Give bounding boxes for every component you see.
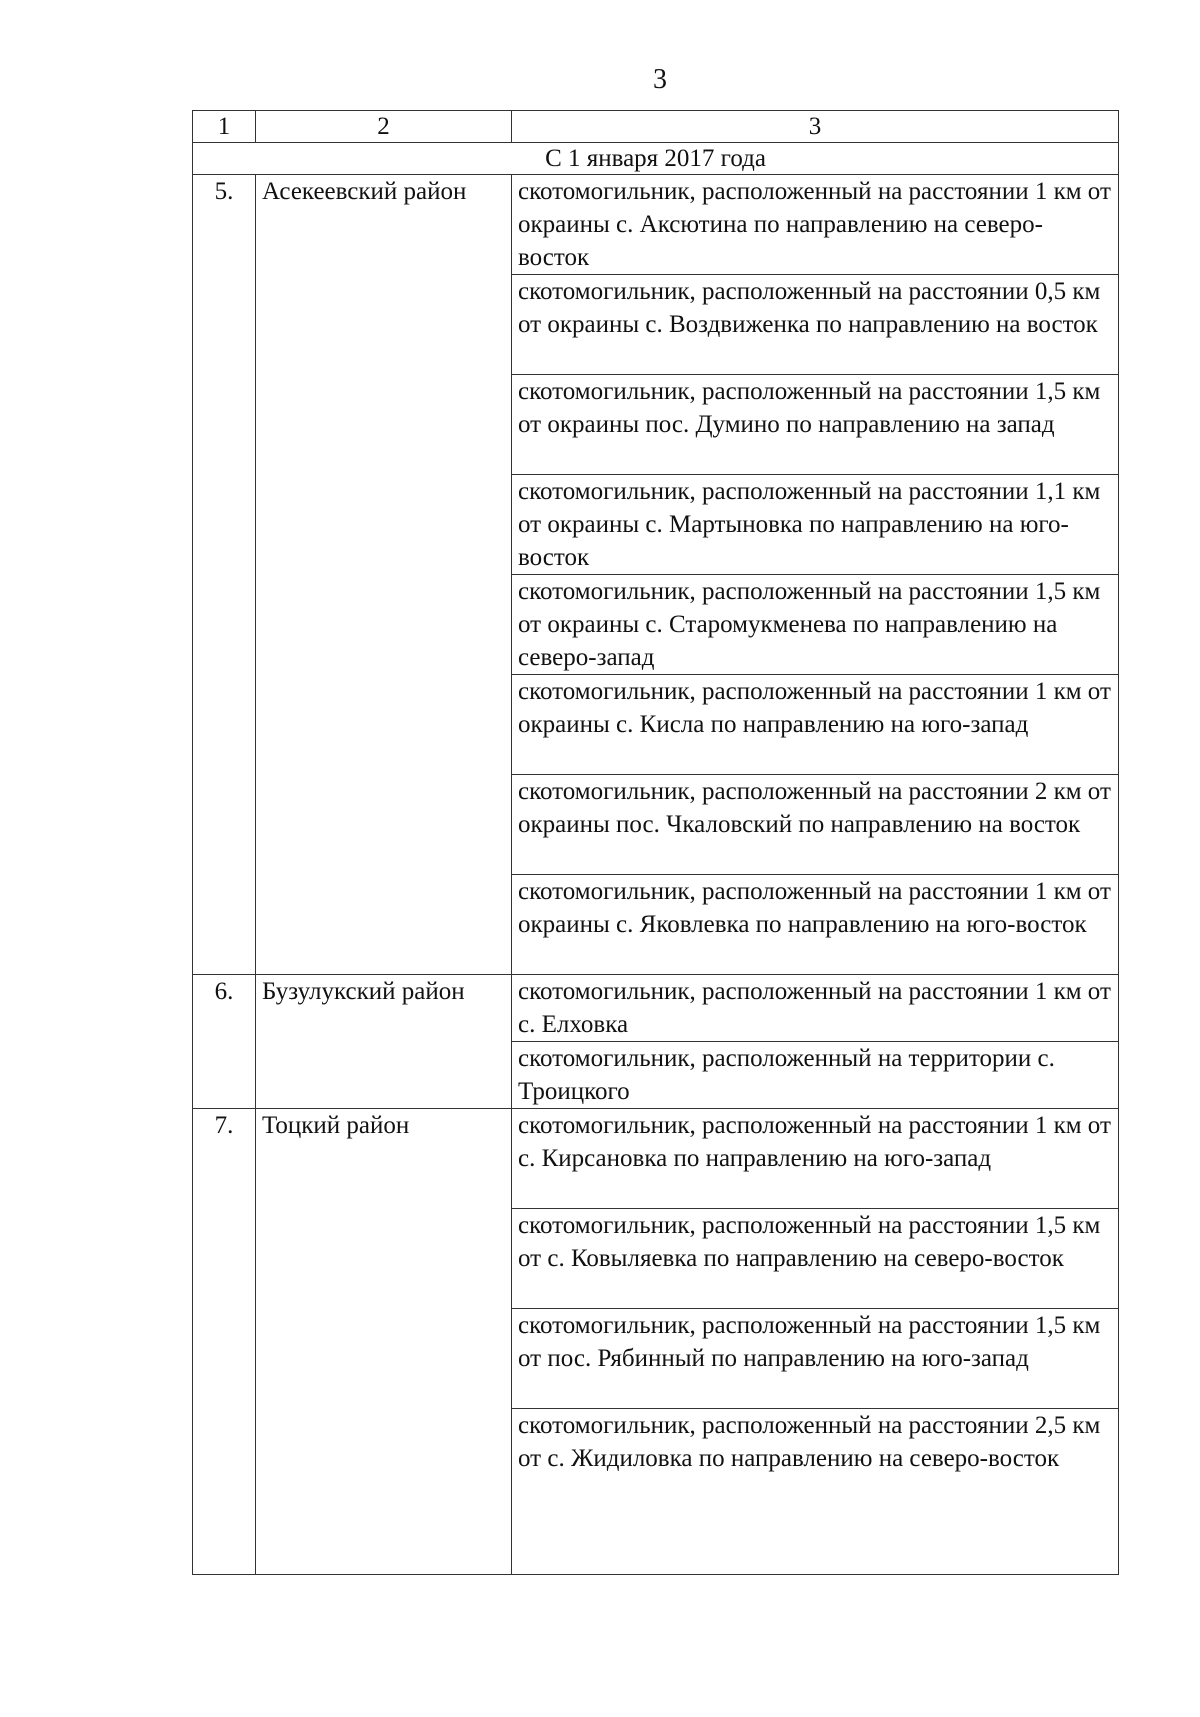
period-row	[193, 143, 1119, 175]
site-description: скотомогильник, расположенный на расстоянии 1,1 км от окраины с. Мартыновка по направлению на юго-восток	[512, 475, 1119, 575]
site-description: скотомогильник, расположенный на расстоянии 1 км от с. Елховка	[512, 975, 1119, 1042]
burial-sites-table	[192, 110, 1119, 1575]
site-description: скотомогильник, расположенный на расстоянии 1 км от окраины с. Аксютина по направлению на северо-восток	[512, 175, 1119, 275]
page-number: 3	[653, 64, 667, 95]
site-description: скотомогильник, расположенный на расстоянии 1,5 км от окраины с. Старомукменева по направлению на северо-запад	[512, 575, 1119, 675]
table-row	[193, 175, 1119, 275]
row-number: 6.	[193, 975, 256, 1109]
table-row	[193, 975, 1119, 1042]
column-number: 2	[256, 111, 512, 143]
period-label: С 1 января 2017 года	[193, 143, 1119, 175]
site-description: скотомогильник, расположенный на расстоянии 1 км от с. Кирсановка по направлению на юго-запад	[512, 1109, 1119, 1209]
district-name: Асекеевский район	[256, 175, 512, 975]
site-description: скотомогильник, расположенный на территории с. Троицкого	[512, 1042, 1119, 1109]
site-description: скотомогильник, расположенный на расстоянии 1 км от окраины с. Яковлевка по направлению на юго-восток	[512, 875, 1119, 975]
column-numbers-row	[193, 111, 1119, 143]
site-description: скотомогильник, расположенный на расстоянии 1 км от окраины с. Кисла по направлению на юго-запад	[512, 675, 1119, 775]
site-description: скотомогильник, расположенный на расстоянии 0,5 км от окраины с. Воздвиженка по направлению на восток	[512, 275, 1119, 375]
row-number: 5.	[193, 175, 256, 975]
row-number: 7.	[193, 1109, 256, 1575]
table-row	[193, 1109, 1119, 1209]
site-description: скотомогильник, расположенный на расстоянии 1,5 км от окраины пос. Думино по направлению на запад	[512, 375, 1119, 475]
district-name: Бузулукский район	[256, 975, 512, 1109]
site-description: скотомогильник, расположенный на расстоянии 1,5 км от с. Ковыляевка по направлению на северо-восток	[512, 1209, 1119, 1309]
district-name: Тоцкий район	[256, 1109, 512, 1575]
site-description: скотомогильник, расположенный на расстоянии 2 км от окраины пос. Чкаловский по направлению на восток	[512, 775, 1119, 875]
column-number: 3	[512, 111, 1119, 143]
column-number: 1	[193, 111, 256, 143]
site-description: скотомогильник, расположенный на расстоянии 1,5 км от пос. Рябинный по направлению на юго-запад	[512, 1309, 1119, 1409]
site-description: скотомогильник, расположенный на расстоянии 2,5 км от с. Жидиловка по направлению на северо-восток	[512, 1409, 1119, 1575]
